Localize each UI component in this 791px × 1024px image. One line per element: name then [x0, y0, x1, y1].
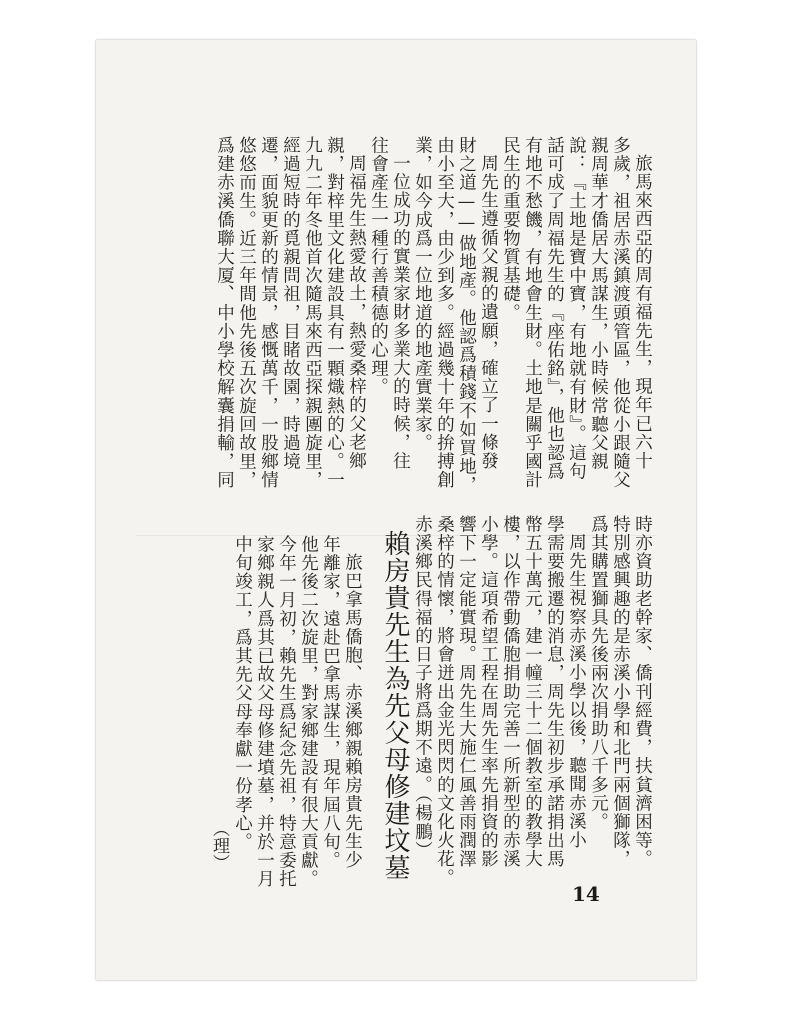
top-column-8: 周先生遵循父親的遺願，確立了一條發	[478, 154, 499, 471]
document-page	[96, 40, 696, 980]
article-signature: （理）	[209, 820, 229, 871]
top-column-19: 悠悠而生。近三年間他先後五次旋回故里，	[236, 136, 257, 490]
top-column-6: 有地不愁饑，有地會生財。土地是關乎國計	[522, 136, 543, 490]
top-column-5: 話可成了周福先生的『座佑銘』，他也認爲	[544, 136, 565, 481]
top-column-16: 九九二年冬他首次隨馬來西亞探親團旋里，	[302, 136, 323, 490]
top-column-3: 親周華才僑居大馬謀生，小時候常聽父親	[588, 136, 609, 471]
top-column-11: 業，如今成爲一位地道的地產實業家。	[412, 136, 433, 453]
top-column-1: 旅馬來西亞的周有福先生，現年已六十	[632, 154, 653, 471]
continuation-column-5: 學需要搬遷的消息，周先生初步承諾捐出馬	[544, 515, 565, 869]
top-column-20: 爲建赤溪僑聯大厦、中小學校解囊捐輸，同	[214, 136, 235, 490]
continuation-column-9: 響下一定能實現。周先生大施仁風善雨潤澤	[456, 515, 477, 869]
top-column-15: 親，對梓里文化建設具有一顆熾熱的心。一	[324, 136, 345, 490]
article-column-4: 今年一月初，賴先生爲紀念先祖，特意委托	[276, 535, 297, 889]
article-column-2: 年離家，遠赴巴拿馬謀生，現年屆八旬。	[320, 535, 341, 870]
article-column-5: 家鄉親人爲其已故父母修建墳墓，并於一月	[254, 535, 275, 889]
article-title: 賴房貴先生為先父母修建坟墓	[380, 530, 410, 881]
top-column-17: 經過短時的覓親問祖，目睹故園，時過境	[280, 136, 301, 471]
article-column-3: 他先後二次旋里，對家鄉建設有很大貢獻。	[298, 535, 319, 889]
top-column-14: 周福先生熱愛故土，熱愛桑梓的父老鄉	[346, 154, 367, 471]
continuation-column-7: 樓，以作帶動僑胞捐助完善一所新型的赤溪	[500, 515, 521, 869]
top-column-13: 往會產生一種行善積德的心理。	[368, 136, 389, 397]
continuation-column-11: 赤溪鄉民得福的日子將爲期不遠。（楊鵬）	[412, 515, 433, 860]
continuation-column-3: 爲其購置獅具先後兩次捐助八千多元。	[588, 515, 609, 832]
top-column-12: 一位成功的實業家財多業大的時候，往	[390, 154, 411, 471]
top-column-2: 多歲，祖居赤溪鎮渡頭管區，他從小跟隨父	[610, 136, 631, 490]
continuation-column-2: 特別感興趣的是赤溪小學和北門兩個獅隊，	[610, 515, 631, 869]
top-column-9: 財之道——做地產。他認爲積錢不如買地，	[456, 136, 477, 495]
article-column-1: 旅巴拿馬僑胞、赤溪鄉親賴房貴先生少	[342, 553, 363, 870]
top-column-4: 說：『土地是寶中寶，有地就有財』。這句	[566, 136, 587, 481]
continuation-column-4: 周先生視察赤溪小學以後，聽聞赤溪小	[566, 533, 587, 850]
article-column-6: 中旬竣工，爲其先父母奉獻一份孝心。	[232, 535, 253, 852]
top-column-10: 由小至大，由少到多。經過幾十年的拚搏創	[434, 136, 455, 490]
page-number: 14	[572, 882, 600, 906]
continuation-column-10: 桑梓的情懷，將會迸出金光閃閃的文化火花。	[434, 515, 455, 887]
continuation-column-6: 幣五十萬元，建一幢三十二個教室的教學大	[522, 515, 543, 869]
continuation-column-1: 時亦資助老幹家、僑刊經費，扶貧濟困等。	[632, 515, 653, 869]
top-column-7: 民生的重要物質基礎。	[500, 136, 521, 322]
continuation-column-8: 小學。這項希望工程在周先生率先捐資的影	[478, 515, 499, 869]
top-column-18: 遷，面貌更新的情景，感慨萬千，一股鄉情	[258, 136, 279, 490]
